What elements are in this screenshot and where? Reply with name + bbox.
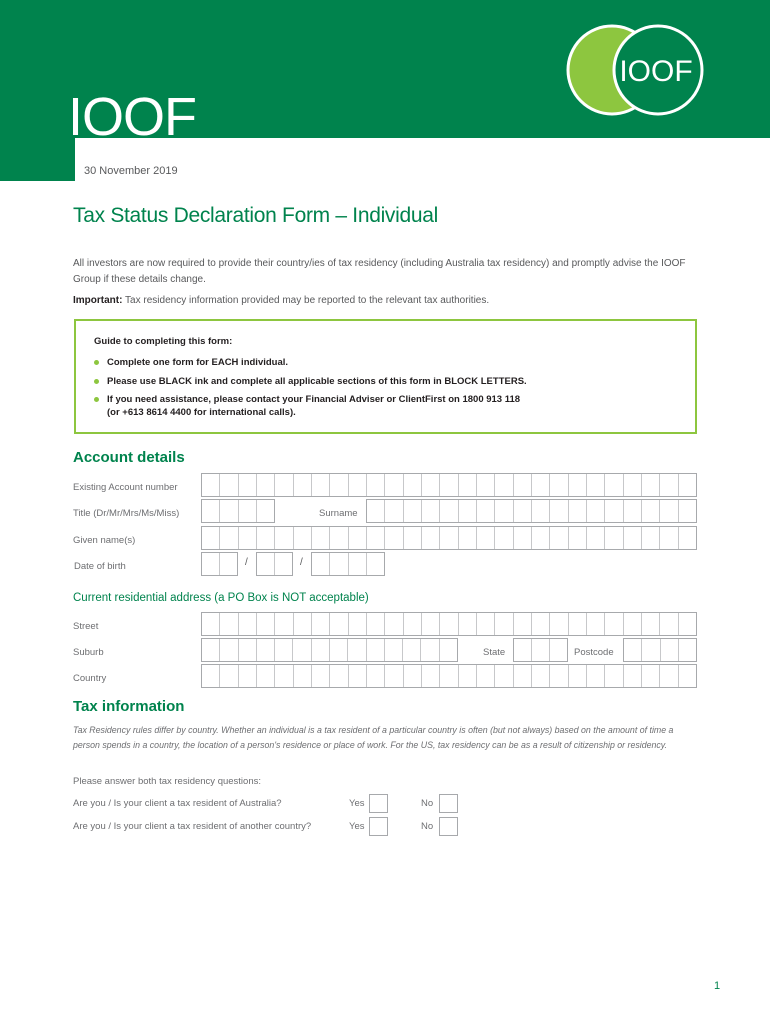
character-box[interactable] — [312, 639, 330, 661]
yes-label: Yes — [349, 798, 365, 809]
guide-box — [74, 319, 697, 434]
character-box[interactable] — [532, 527, 550, 549]
given-names-field[interactable] — [201, 526, 697, 550]
character-box[interactable] — [440, 613, 458, 635]
character-box[interactable] — [202, 474, 220, 496]
character-box[interactable] — [220, 639, 238, 661]
character-box[interactable] — [642, 665, 660, 687]
character-box[interactable] — [367, 527, 385, 549]
character-box[interactable] — [642, 613, 660, 635]
ioof-logo — [566, 24, 706, 116]
logo-text: IOOF — [619, 55, 693, 88]
character-box[interactable] — [422, 613, 440, 635]
character-box[interactable] — [642, 527, 660, 549]
character-box[interactable] — [440, 665, 458, 687]
character-box[interactable] — [257, 500, 274, 522]
character-box[interactable] — [422, 527, 440, 549]
character-box[interactable] — [294, 527, 312, 549]
character-box[interactable] — [459, 500, 477, 522]
existing-account-field[interactable] — [201, 473, 697, 497]
tax-information-heading: Tax information — [73, 698, 185, 715]
character-box[interactable] — [239, 665, 257, 687]
character-box[interactable] — [660, 665, 678, 687]
character-box[interactable] — [367, 665, 385, 687]
character-box[interactable] — [404, 665, 422, 687]
account-details-heading: Account details — [73, 449, 185, 466]
character-box[interactable] — [385, 474, 403, 496]
character-box[interactable] — [459, 665, 477, 687]
date-separator: / — [300, 557, 303, 568]
character-box[interactable] — [367, 613, 385, 635]
character-box[interactable] — [587, 527, 605, 549]
character-box[interactable] — [495, 500, 513, 522]
character-box[interactable] — [459, 527, 477, 549]
date-of-birth-label: Date of birth — [74, 561, 126, 572]
character-box[interactable] — [202, 613, 220, 635]
character-box[interactable] — [349, 613, 367, 635]
character-box[interactable] — [532, 665, 550, 687]
intro-text: All investors are now required to provide their country/ies of tax residency (including Australia tax residency) and promptly advise the IOOF Group if these details change. — [73, 258, 686, 285]
character-box[interactable] — [605, 500, 623, 522]
bullet-icon — [94, 379, 99, 384]
character-box[interactable] — [679, 500, 696, 522]
character-box[interactable] — [624, 500, 642, 522]
street-label: Street — [73, 621, 99, 632]
character-box[interactable] — [642, 474, 660, 496]
character-box[interactable] — [550, 613, 568, 635]
character-box[interactable] — [202, 553, 220, 575]
character-box[interactable] — [367, 639, 385, 661]
character-box[interactable] — [312, 474, 330, 496]
tax-residency-note: Tax Residency rules differ by country. Whether an individual is a tax resident of a particular country is often (but not always) based on the amount of time a person spends in a country, the location of a person's residence or place of work. For the US, tax residency can be as a result of citizenship or residency. — [73, 725, 674, 750]
character-box[interactable] — [202, 665, 220, 687]
document-date: 30 November 2019 — [84, 165, 178, 177]
character-box[interactable] — [330, 527, 348, 549]
character-box[interactable] — [294, 613, 312, 635]
postcode-field[interactable] — [623, 638, 697, 662]
character-box[interactable] — [569, 665, 587, 687]
character-box[interactable] — [587, 665, 605, 687]
character-box[interactable] — [220, 613, 238, 635]
header-notch — [0, 138, 75, 181]
character-box[interactable] — [569, 527, 587, 549]
character-box[interactable] — [220, 553, 237, 575]
character-box[interactable] — [257, 639, 275, 661]
form-title: Tax Status Declaration Form – Individual — [73, 204, 439, 227]
character-box[interactable] — [569, 500, 587, 522]
character-box[interactable] — [661, 639, 679, 661]
character-box[interactable] — [275, 527, 293, 549]
character-box[interactable] — [349, 665, 367, 687]
character-box[interactable] — [367, 474, 385, 496]
character-box[interactable] — [275, 639, 293, 661]
character-box[interactable] — [385, 527, 403, 549]
character-box[interactable] — [495, 665, 513, 687]
state-field[interactable] — [513, 638, 568, 662]
character-box[interactable] — [532, 474, 550, 496]
other-country-no-checkbox[interactable] — [439, 817, 458, 836]
page-number: 1 — [714, 980, 721, 992]
character-box[interactable] — [385, 639, 403, 661]
character-box[interactable] — [275, 474, 293, 496]
character-box[interactable] — [477, 474, 495, 496]
character-box[interactable] — [440, 639, 457, 661]
character-box[interactable] — [349, 474, 367, 496]
guide-item: If you need assistance, please contact your Financial Adviser or ClientFirst on 1800 913 118 (or +613 8614 4400 for international calls). — [90, 394, 527, 419]
question-other-country: Are you / Is your client a tax resident of another country? — [73, 821, 312, 832]
character-box[interactable] — [550, 474, 568, 496]
character-box[interactable] — [404, 613, 422, 635]
character-box[interactable] — [642, 500, 660, 522]
character-box[interactable] — [605, 613, 623, 635]
character-box[interactable] — [349, 527, 367, 549]
character-box[interactable] — [220, 474, 238, 496]
character-box[interactable] — [239, 527, 257, 549]
character-box[interactable] — [257, 553, 275, 575]
character-box[interactable] — [257, 613, 275, 635]
character-box[interactable] — [220, 500, 238, 522]
important-text: Tax residency information provided may be reported to the relevant tax authorities. — [122, 295, 490, 306]
question-australia: Are you / Is your client a tax resident of Australia? — [73, 798, 282, 809]
character-box[interactable] — [404, 527, 422, 549]
suburb-field[interactable] — [201, 638, 458, 662]
character-box[interactable] — [422, 500, 440, 522]
bullet-icon — [94, 360, 99, 365]
character-box[interactable] — [550, 500, 568, 522]
character-box[interactable] — [404, 500, 422, 522]
character-box[interactable] — [605, 527, 623, 549]
character-box[interactable] — [385, 665, 403, 687]
dob-year-field[interactable] — [311, 552, 385, 576]
character-box[interactable] — [569, 474, 587, 496]
character-box[interactable] — [605, 474, 623, 496]
character-box[interactable] — [257, 665, 275, 687]
character-box[interactable] — [495, 474, 513, 496]
character-box[interactable] — [459, 474, 477, 496]
character-box[interactable] — [550, 665, 568, 687]
australia-yes-checkbox[interactable] — [369, 794, 388, 813]
character-box[interactable] — [624, 613, 642, 635]
guide-title: Guide to completing this form: — [94, 336, 233, 347]
character-box[interactable] — [495, 527, 513, 549]
character-box[interactable] — [385, 500, 403, 522]
character-box[interactable] — [514, 527, 532, 549]
character-box[interactable] — [367, 553, 384, 575]
character-box[interactable] — [532, 500, 550, 522]
character-box[interactable] — [404, 474, 422, 496]
character-box[interactable] — [312, 527, 330, 549]
character-box[interactable] — [202, 500, 220, 522]
character-box[interactable] — [532, 613, 550, 635]
character-box[interactable] — [477, 500, 495, 522]
character-box[interactable] — [312, 613, 330, 635]
state-label: State — [483, 647, 506, 658]
character-box[interactable] — [660, 500, 678, 522]
date-separator: / — [245, 557, 248, 568]
character-box[interactable] — [550, 639, 567, 661]
character-box[interactable] — [422, 474, 440, 496]
surname-field[interactable] — [366, 499, 697, 523]
guide-item: Complete one form for EACH individual. — [90, 357, 527, 370]
title-label: Title (Dr/Mr/Mrs/Ms/Miss) — [73, 508, 180, 519]
character-box[interactable] — [605, 665, 623, 687]
no-label: No — [421, 821, 434, 832]
character-box[interactable] — [257, 474, 275, 496]
given-names-label: Given name(s) — [73, 535, 136, 546]
character-box[interactable] — [348, 639, 366, 661]
character-box[interactable] — [459, 613, 477, 635]
character-box[interactable] — [679, 527, 696, 549]
important-note — [73, 295, 489, 306]
character-box[interactable] — [349, 553, 367, 575]
character-box[interactable] — [239, 500, 257, 522]
character-box[interactable] — [239, 613, 257, 635]
character-box[interactable] — [440, 474, 458, 496]
character-box[interactable] — [403, 639, 421, 661]
character-box[interactable] — [422, 665, 440, 687]
character-box[interactable] — [239, 639, 257, 661]
character-box[interactable] — [220, 665, 238, 687]
existing-account-label: Existing Account number — [73, 482, 178, 493]
character-box[interactable] — [330, 613, 348, 635]
dob-month-field[interactable] — [256, 552, 293, 576]
character-box[interactable] — [514, 613, 532, 635]
tax-questions-prompt: Please answer both tax residency questions: — [73, 776, 261, 787]
title-field[interactable] — [201, 499, 275, 523]
other-country-yes-checkbox[interactable] — [369, 817, 388, 836]
country-field[interactable] — [201, 664, 697, 688]
character-box[interactable] — [587, 613, 605, 635]
bullet-icon — [94, 397, 99, 402]
character-box[interactable] — [202, 527, 220, 549]
character-box[interactable] — [477, 527, 495, 549]
address-heading: Current residential address (a PO Box is NOT acceptable) — [73, 592, 369, 604]
character-box[interactable] — [294, 665, 312, 687]
character-box[interactable] — [275, 665, 293, 687]
character-box[interactable] — [660, 474, 678, 496]
australia-no-checkbox[interactable] — [439, 794, 458, 813]
character-box[interactable] — [624, 474, 642, 496]
guide-list — [90, 357, 527, 419]
character-box[interactable] — [495, 613, 513, 635]
character-box[interactable] — [330, 474, 348, 496]
important-label: Important: — [73, 295, 123, 306]
character-box[interactable] — [330, 639, 348, 661]
character-box[interactable] — [532, 639, 550, 661]
country-label: Country — [73, 673, 107, 684]
character-box[interactable] — [624, 639, 642, 661]
dob-day-field[interactable] — [201, 552, 238, 576]
character-box[interactable] — [477, 665, 495, 687]
character-box[interactable] — [624, 527, 642, 549]
character-box[interactable] — [569, 613, 587, 635]
character-box[interactable] — [679, 474, 696, 496]
character-box[interactable] — [514, 474, 532, 496]
character-box[interactable] — [679, 665, 696, 687]
surname-label: Surname — [319, 508, 358, 519]
character-box[interactable] — [624, 665, 642, 687]
character-box[interactable] — [679, 639, 696, 661]
character-box[interactable] — [330, 665, 348, 687]
brand-title: IOOF — [68, 87, 196, 147]
character-box[interactable] — [220, 527, 238, 549]
character-box[interactable] — [367, 500, 385, 522]
character-box[interactable] — [312, 665, 330, 687]
character-box[interactable] — [202, 639, 220, 661]
character-box[interactable] — [514, 665, 532, 687]
no-label: No — [421, 798, 434, 809]
street-field[interactable] — [201, 612, 697, 636]
character-box[interactable] — [330, 553, 348, 575]
character-box[interactable] — [312, 553, 330, 575]
character-box[interactable] — [642, 639, 660, 661]
yes-label: Yes — [349, 821, 365, 832]
character-box[interactable] — [421, 639, 439, 661]
character-box[interactable] — [660, 527, 678, 549]
character-box[interactable] — [275, 553, 292, 575]
character-box[interactable] — [440, 500, 458, 522]
character-box[interactable] — [514, 500, 532, 522]
character-box[interactable] — [550, 527, 568, 549]
character-box[interactable] — [257, 527, 275, 549]
guide-item: Please use BLACK ink and complete all applicable sections of this form in BLOCK LETTERS. — [90, 376, 527, 389]
character-box[interactable] — [679, 613, 696, 635]
character-box[interactable] — [587, 474, 605, 496]
suburb-label: Suburb — [73, 647, 104, 658]
character-box[interactable] — [660, 613, 678, 635]
character-box[interactable] — [477, 613, 495, 635]
character-box[interactable] — [239, 474, 257, 496]
character-box[interactable] — [440, 527, 458, 549]
character-box[interactable] — [275, 613, 293, 635]
character-box[interactable] — [385, 613, 403, 635]
character-box[interactable] — [514, 639, 532, 661]
character-box[interactable] — [293, 639, 311, 661]
character-box[interactable] — [294, 474, 312, 496]
character-box[interactable] — [587, 500, 605, 522]
postcode-label: Postcode — [574, 647, 614, 658]
